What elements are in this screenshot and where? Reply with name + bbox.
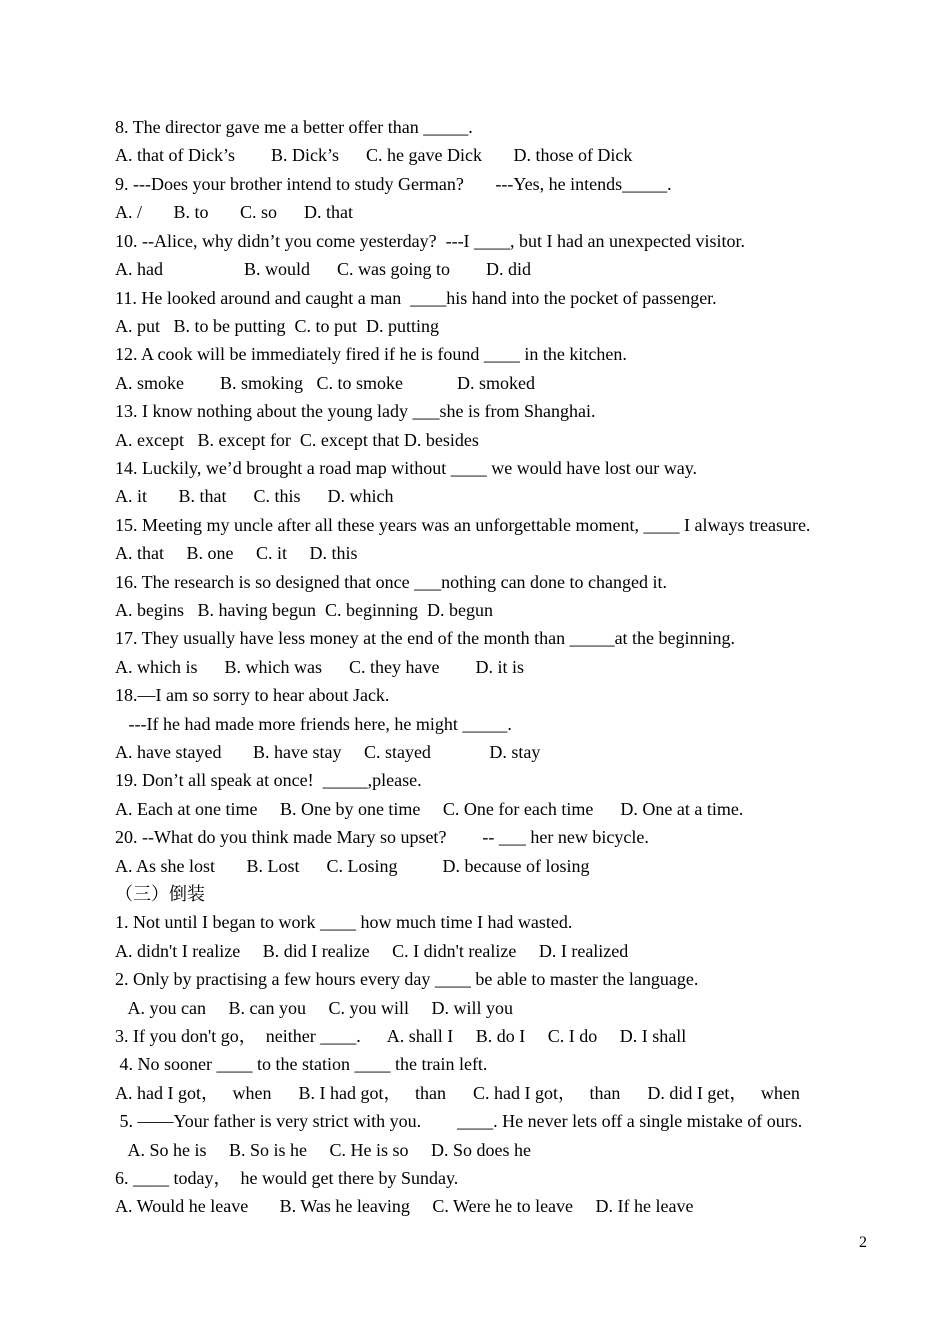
text-line: 13. I know nothing about the young lady ___she is from Shanghai. xyxy=(115,401,596,421)
text-line: A. smoke B. smoking C. to smoke D. smoked xyxy=(115,373,536,393)
text-line: A. it B. that C. this D. which xyxy=(115,486,394,506)
text-line: A. So he is B. So is he C. He is so D. So does he xyxy=(115,1140,532,1160)
text-line: A. you can B. can you C. you will D. will you xyxy=(115,998,513,1018)
page-number: 2 xyxy=(859,1234,867,1251)
text-line: 6. ____ today， he would get there by Sunday. xyxy=(115,1168,459,1188)
text-line: A. except B. except for C. except that D. besides xyxy=(115,430,479,450)
text-line: 3. If you don't go， neither ____. A. shall I B. do I C. I do D. I shall xyxy=(115,1026,687,1046)
text-line: 15. Meeting my uncle after all these years was an unforgettable moment, ____ I always treasure. xyxy=(115,515,811,535)
section-heading: （三）倒装 xyxy=(115,884,205,904)
text-line: A. didn't I realize B. did I realize C. I didn't realize D. I realized xyxy=(115,941,629,961)
text-line: 11. He looked around and caught a man ____his hand into the pocket of passenger. xyxy=(115,288,717,308)
text-line: 1. Not until I began to work ____ how much time I had wasted. xyxy=(115,912,573,932)
text-line: A. Each at one time B. One by one time C. One for each time D. One at a time. xyxy=(115,799,744,819)
text-line: A. begins B. having begun C. beginning D. begun xyxy=(115,600,493,620)
text-line: 9. ---Does your brother intend to study German? ---Yes, he intends_____. xyxy=(115,174,672,194)
text-line: 14. Luckily, we’d brought a road map without ____ we would have lost our way. xyxy=(115,458,698,478)
text-line: 20. --What do you think made Mary so upset? -- ___ her new bicycle. xyxy=(115,827,649,847)
text-line: 10. --Alice, why didn’t you come yesterday? ---I ____, but I had an unexpected visitor. xyxy=(115,231,745,251)
text-line: A. had I got， when B. I had got， than C. had I got， than D. did I get， when xyxy=(115,1083,800,1103)
text-line: 2. Only by practising a few hours every day ____ be able to master the language. xyxy=(115,969,699,989)
text-line: A. that of Dick’s B. Dick’s C. he gave Dick D. those of Dick xyxy=(115,145,633,165)
text-line: A. / B. to C. so D. that xyxy=(115,202,354,222)
text-line: A. had B. would C. was going to D. did xyxy=(115,259,531,279)
text-line: A. put B. to be putting C. to put D. putting xyxy=(115,316,440,336)
text-line: 12. A cook will be immediately fired if he is found ____ in the kitchen. xyxy=(115,344,627,364)
text-line: 5. ——Your father is very strict with you. ____. He never lets off a single mistake of ours. xyxy=(115,1111,803,1131)
text-line: A. that B. one C. it D. this xyxy=(115,543,358,563)
text-line: A. As she lost B. Lost C. Losing D. because of losing xyxy=(115,856,590,876)
text-line: ---If he had made more friends here, he might _____. xyxy=(115,714,512,734)
text-line: 16. The research is so designed that once ___nothing can done to changed it. xyxy=(115,572,668,592)
text-line: 17. They usually have less money at the end of the month than _____at the beginning. xyxy=(115,628,736,648)
text-line: 4. No sooner ____ to the station ____ the train left. xyxy=(115,1054,488,1074)
text-line: 8. The director gave me a better offer than _____. xyxy=(115,117,473,137)
text-line: A. which is B. which was C. they have D. it is xyxy=(115,657,524,677)
text-line: A. Would he leave B. Was he leaving C. Were he to leave D. If he leave xyxy=(115,1196,694,1216)
text-line: A. have stayed B. have stay C. stayed D. stay xyxy=(115,742,541,762)
text-line: 18.—I am so sorry to hear about Jack. xyxy=(115,685,390,705)
text-line: 19. Don’t all speak at once! _____,please. xyxy=(115,770,422,790)
